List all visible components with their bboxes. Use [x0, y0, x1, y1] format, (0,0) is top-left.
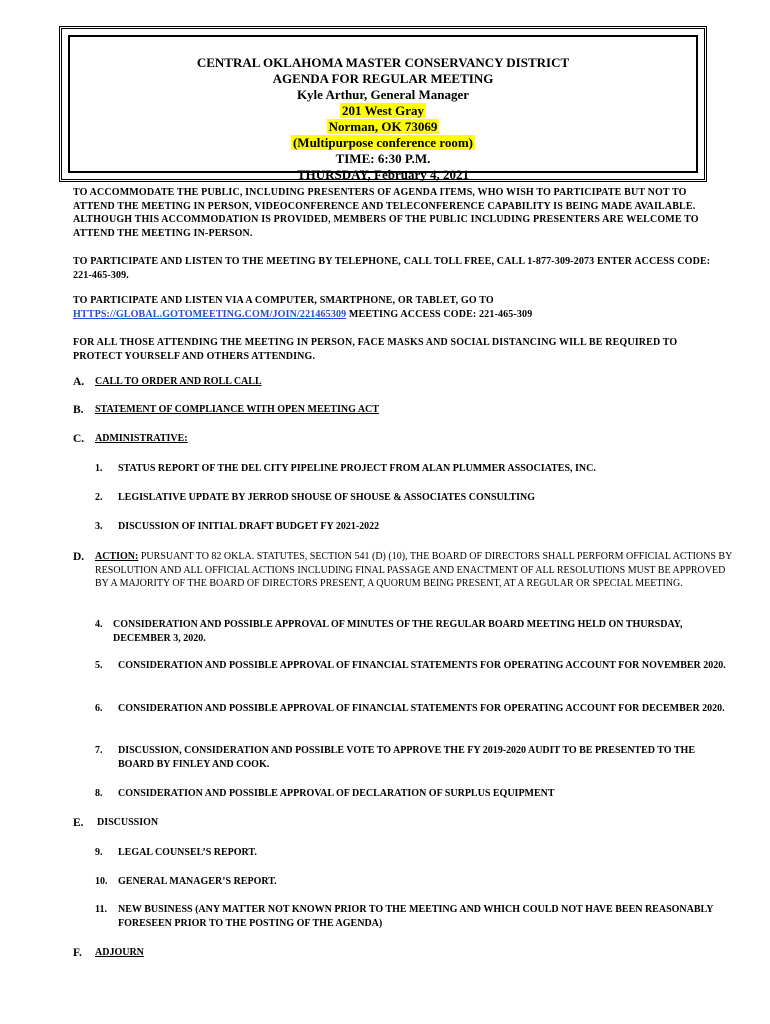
district-name: CENTRAL OKLAHOMA MASTER CONSERVANCY DISTRICT — [196, 55, 570, 70]
item-number: 4. — [95, 619, 103, 630]
item-number: 6. — [95, 703, 103, 714]
agenda-item: CONSIDERATION AND POSSIBLE APPROVAL OF MINUTES OF THE REGULAR BOARD MEETING HELD ON THURSDAY, DECEMBER 3, 2020. — [113, 619, 683, 644]
telephone-notice: TO PARTICIPATE AND LISTEN TO THE MEETING BY TELEPHONE, CALL TOLL FREE, CALL 1-877-309-2073 ENTER ACCESS CODE: 221-465-309. — [73, 256, 711, 281]
section-a-letter: A. — [73, 376, 85, 388]
item-number: 3. — [95, 521, 103, 532]
mask-notice: FOR ALL THOSE ATTENDING THE MEETING IN PERSON, FACE MASKS AND SOCIAL DISTANCING WILL BE REQUIRED TO PROTECT YOURSELF AND OTHERS ATTENDING. — [73, 337, 678, 362]
meeting-time: TIME: 6:30 P.M. — [335, 151, 431, 166]
agenda-item: LEGAL COUNSEL’S REPORT. — [118, 847, 257, 858]
section-b-letter: B. — [73, 404, 84, 416]
item-number: 10. — [95, 876, 108, 887]
agenda-item: DISCUSSION OF INITIAL DRAFT BUDGET FY 2021-2022 — [118, 521, 380, 532]
action-label: ACTION: — [95, 551, 139, 562]
agenda-item: CONSIDERATION AND POSSIBLE APPROVAL OF DECLARATION OF SURPLUS EQUIPMENT — [118, 788, 555, 799]
agenda-item: DISCUSSION, CONSIDERATION AND POSSIBLE VOTE TO APPROVE THE FY 2019-2020 AUDIT TO BE PRESENTED TO THE BOARD BY FINLEY AND COOK. — [118, 745, 695, 770]
section-a-title: CALL TO ORDER AND ROLL CALL — [95, 376, 262, 387]
action-text: PURSUANT TO 82 OKLA. STATUTES, SECTION 541 (D) (10), THE BOARD OF DIRECTORS SHALL PERFORM OFFICIAL ACTIONS BY RESOLUTION AND ALL OFFICIAL ACTIONS INCLUDING FINAL PASSAGE AND ENACTMENT OF ALL RESOLUTIONS MUST BE APPROVED BY A MAJORITY OF THE BOARD OF DIRECTORS PRESENT, A QUORUM BEING PRESENT, AT A REGULAR OR SPECIAL MEETING. — [95, 551, 732, 589]
agenda-item: CONSIDERATION AND POSSIBLE APPROVAL OF FINANCIAL STATEMENTS FOR OPERATING ACCOUNT FOR NOVEMBER 2020. — [118, 660, 726, 671]
section-c-letter: C. — [73, 433, 85, 445]
header-inner-border — [68, 35, 698, 182]
agenda-item: STATUS REPORT OF THE DEL CITY PIPELINE PROJECT FROM ALAN PLUMMER ASSOCIATES, INC. — [118, 463, 596, 474]
item-number: 8. — [95, 788, 103, 799]
agenda-title: AGENDA FOR REGULAR MEETING — [272, 71, 494, 86]
computer-notice — [73, 294, 713, 321]
address-street: 201 West Gray — [341, 103, 425, 118]
section-e-title: DISCUSSION — [97, 817, 159, 828]
section-d-letter: D. — [73, 551, 85, 563]
agenda-item: LEGISLATIVE UPDATE BY JERROD SHOUSE OF SHOUSE & ASSOCIATES CONSULTING — [118, 492, 536, 503]
item-number: 2. — [95, 492, 103, 503]
section-b-title: STATEMENT OF COMPLIANCE WITH OPEN MEETING ACT — [95, 404, 379, 415]
meeting-room: (Multipurpose conference room) — [292, 135, 474, 150]
header-box — [59, 26, 707, 182]
general-manager: Kyle Arthur, General Manager — [296, 87, 470, 102]
agenda-item: GENERAL MANAGER’S REPORT. — [118, 876, 277, 887]
item-number: 9. — [95, 847, 103, 858]
agenda-item: CONSIDERATION AND POSSIBLE APPROVAL OF FINANCIAL STATEMENTS FOR OPERATING ACCOUNT FOR DECEMBER 2020. — [118, 703, 725, 714]
item-number: 7. — [95, 745, 103, 756]
meeting-date: THURSDAY, February 4, 2021 — [296, 167, 470, 182]
item-number: 5. — [95, 660, 103, 671]
accommodation-notice: TO ACCOMMODATE THE PUBLIC, INCLUDING PRESENTERS OF AGENDA ITEMS, WHO WISH TO PARTICIPATE BUT NOT TO ATTEND THE MEETING IN PERSON, VIDEOCONFERENCE AND TELECONFERENCE CAPABILITY IS BEING MADE AVAILABLE. ALTHOUGH THIS ACCOMMODATION IS PROVIDED, MEMBERS OF THE PUBLIC INCLUDING PRESENTERS ARE WELCOME TO ATTEND THE MEETING IN-PERSON. — [73, 187, 699, 239]
item-number: 1. — [95, 463, 103, 474]
address-city: Norman, OK 73069 — [328, 119, 438, 134]
agenda-item: NEW BUSINESS (ANY MATTER NOT KNOWN PRIOR TO THE MEETING AND WHICH COULD NOT HAVE BEEN REASONABLY FORESEEN PRIOR TO THE POSTING OF THE AGENDA) — [118, 904, 714, 929]
action-paragraph — [95, 550, 735, 591]
section-c-title: ADMINISTRATIVE: — [95, 433, 188, 444]
section-e-letter: E. — [73, 817, 84, 829]
computer-notice-text: TO PARTICIPATE AND LISTEN VIA A COMPUTER, SMARTPHONE, OR TABLET, GO TO — [73, 295, 494, 306]
section-f-title: ADJOURN — [95, 947, 144, 958]
meeting-access-code: MEETING ACCESS CODE: 221-465-309 — [346, 308, 533, 320]
gotomeeting-link[interactable]: HTTPS://GLOBAL.GOTOMEETING.COM/JOIN/221465309 — [73, 308, 347, 320]
section-f-letter: F. — [73, 947, 82, 959]
item-number: 11. — [95, 904, 107, 915]
